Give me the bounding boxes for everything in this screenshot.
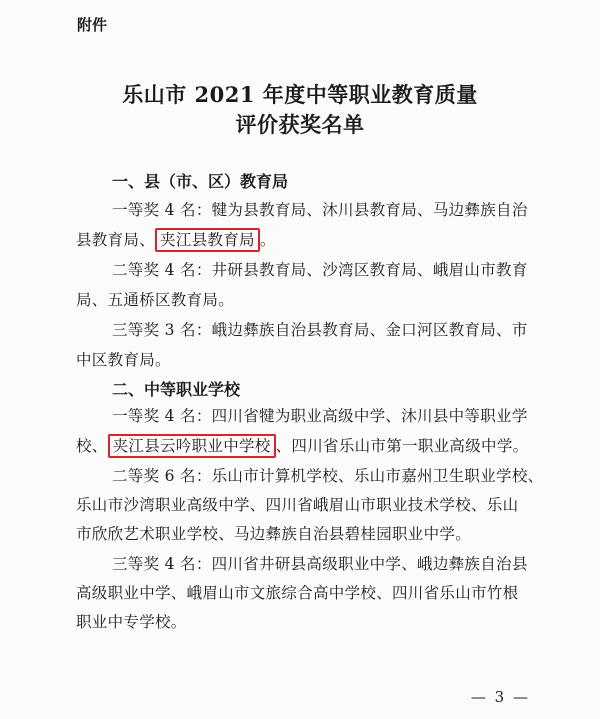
page-number: — 3 — bbox=[470, 688, 530, 706]
section2-first-prize-prefix: 校、 bbox=[76, 437, 108, 455]
highlight-box: 夹江县云吟职业中学校 bbox=[108, 434, 276, 458]
section2-heading: 二、中等职业学校 bbox=[112, 380, 241, 399]
section1-second-prize-line1: 二等奖 4 名：井研县教育局、沙湾区教育局、峨眉山市教育 bbox=[112, 261, 528, 279]
document-title-line2: 评价获奖名单 bbox=[235, 112, 365, 137]
section2-second-prize-line2: 乐山市沙湾职业高级中学、四川省峨眉山市职业技术学校、乐山 bbox=[76, 496, 519, 514]
section1-third-prize-line2: 中区教育局。 bbox=[76, 351, 171, 369]
section2-first-prize-line2 bbox=[76, 434, 528, 456]
section2-third-prize-line2: 高级职业中学、峨眉山市文旅综合高中学校、四川省乐山市竹根 bbox=[76, 584, 519, 602]
section2-third-prize-line1: 三等奖 4 名：四川省井研县高级职业中学、峨边彝族自治县 bbox=[112, 555, 528, 573]
section1-first-prize-line2 bbox=[76, 228, 276, 250]
section1-third-prize-line1: 三等奖 3 名：峨边彝族自治县教育局、金口河区教育局、市 bbox=[112, 321, 528, 339]
highlight-box: 夹江县教育局 bbox=[155, 228, 260, 252]
section2-first-prize-suffix: 、四川省乐山市第一职业高级中学。 bbox=[275, 437, 529, 455]
section1-second-prize-line2: 局、五通桥区教育局。 bbox=[76, 291, 235, 309]
document-title-line1: 乐山市 2021 年度中等职业教育质量 bbox=[122, 82, 478, 107]
section2-second-prize-line3: 市欣欣艺术职业学校、马边彝族自治县碧桂园职业中学。 bbox=[76, 525, 472, 543]
attachment-label: 附件 bbox=[77, 16, 108, 34]
section2-first-prize-line1: 一等奖 4 名：四川省犍为职业高级中学、沐川县中等职业学 bbox=[112, 407, 528, 425]
section1-first-prize-line1: 一等奖 4 名：犍为县教育局、沐川县教育局、马边彝族自治 bbox=[112, 201, 528, 219]
section2-second-prize-line1: 二等奖 6 名：乐山市计算机学校、乐山市嘉州卫生职业学校、 bbox=[112, 467, 544, 485]
section1-first-prize-suffix: 。 bbox=[259, 231, 276, 249]
section1-first-prize-prefix: 县教育局、 bbox=[76, 231, 156, 249]
section1-heading: 一、县（市、区）教育局 bbox=[112, 172, 289, 191]
section2-third-prize-line3: 职业中专学校。 bbox=[76, 613, 187, 631]
